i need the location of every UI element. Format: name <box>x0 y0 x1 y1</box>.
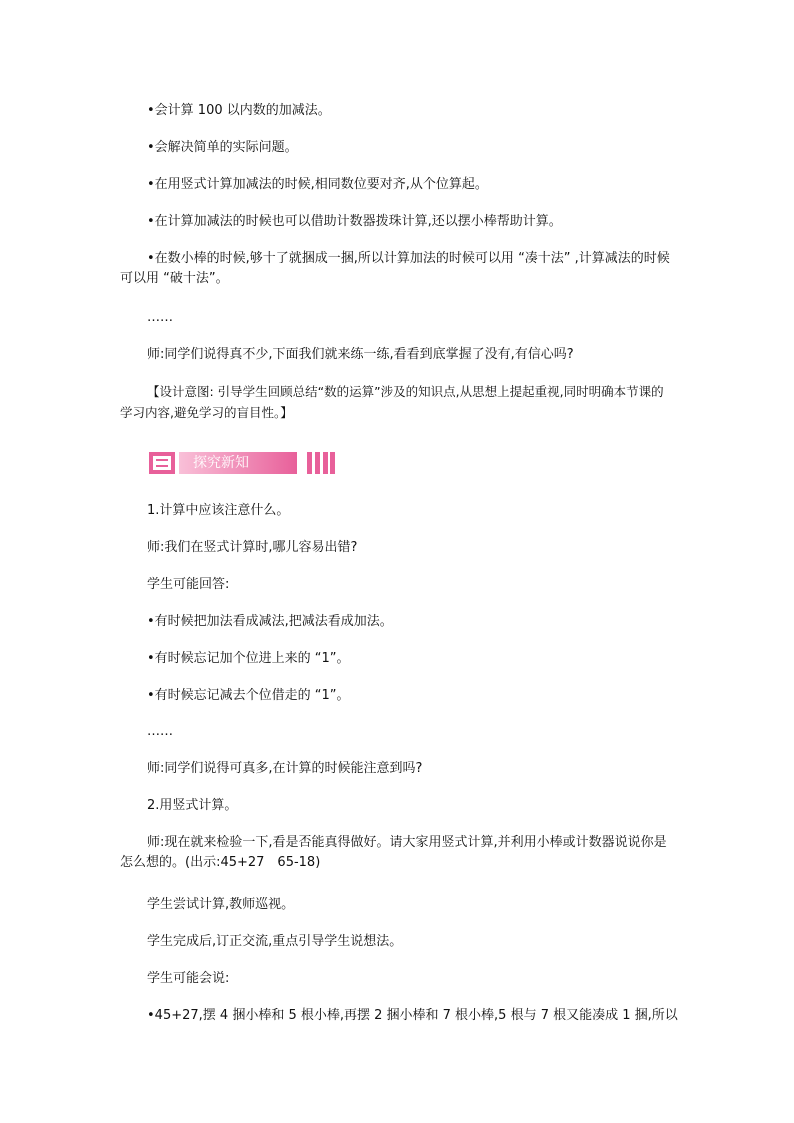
paragraph: 学生尝试计算,教师巡视。 <box>147 897 295 912</box>
bullet-point: •有时候把加法看成减法,把减法看成加法。 <box>147 614 393 629</box>
bullet-point: •会解决简单的实际问题。 <box>147 140 298 155</box>
ellipsis: …… <box>147 724 173 739</box>
subheading: 1.计算中应该注意什么。 <box>147 503 290 518</box>
bullet-point: •在计算加减法的时候也可以借助计数器拨珠计算,还以摆小棒帮助计算。 <box>147 214 562 229</box>
teacher-line: 师:同学们说得真不少,下面我们就来练一练,看看到底掌握了没有,有信心吗? <box>147 347 574 362</box>
decor-stripe <box>323 452 328 474</box>
bullet-point: •有时候忘记减去个位借走的 “1”。 <box>147 688 350 703</box>
teacher-line: 师:我们在竖式计算时,哪儿容易出错? <box>147 540 358 555</box>
design-intent-note: 【设计意图: 引导学生回顾总结“数的运算”涉及的知识点,从思想上提起重视,同时明确本节课的学习内容,避免学习的盲目性。】 <box>120 384 664 420</box>
bullet-point: •有时候忘记加个位进上来的 “1”。 <box>147 651 350 666</box>
teacher-line: 师:现在就来检验一下,看是否能真得做好。请大家用竖式计算,并利用小棒或计数器说说你是怎么想的。(出示:45+27 65-18) <box>120 835 667 870</box>
decor-stripe <box>330 452 335 474</box>
decor-stripe <box>315 452 320 474</box>
section-number-icon <box>149 452 175 474</box>
paragraph: 学生可能会说: <box>147 971 230 986</box>
paragraph: 学生可能回答: <box>147 577 230 592</box>
teacher-line: 师:同学们说得可真多,在计算的时候能注意到吗? <box>147 761 423 776</box>
subheading: 2.用竖式计算。 <box>147 798 238 813</box>
bullet-point: •在用竖式计算加减法的时候,相同数位要对齐,从个位算起。 <box>147 177 488 192</box>
section-heading <box>149 452 335 474</box>
decor-stripe <box>307 452 312 474</box>
section-title: 探究新知 <box>193 455 249 471</box>
ellipsis: …… <box>147 310 173 325</box>
bullet-point: •在数小棒的时候,够十了就捆成一捆,所以计算加法的时候可以用 “凑十法” ,计算减法的时候可以用 “破十法”。 <box>120 251 670 286</box>
bullet-point: •会计算 100 以内数的加减法。 <box>147 103 331 118</box>
paragraph: 学生完成后,订正交流,重点引导学生说想法。 <box>147 934 403 949</box>
bullet-point: •45+27,摆 4 捆小棒和 5 根小棒,再摆 2 捆小棒和 7 根小棒,5 根与 7 根又能凑成 1 捆,所以 <box>147 1008 678 1023</box>
